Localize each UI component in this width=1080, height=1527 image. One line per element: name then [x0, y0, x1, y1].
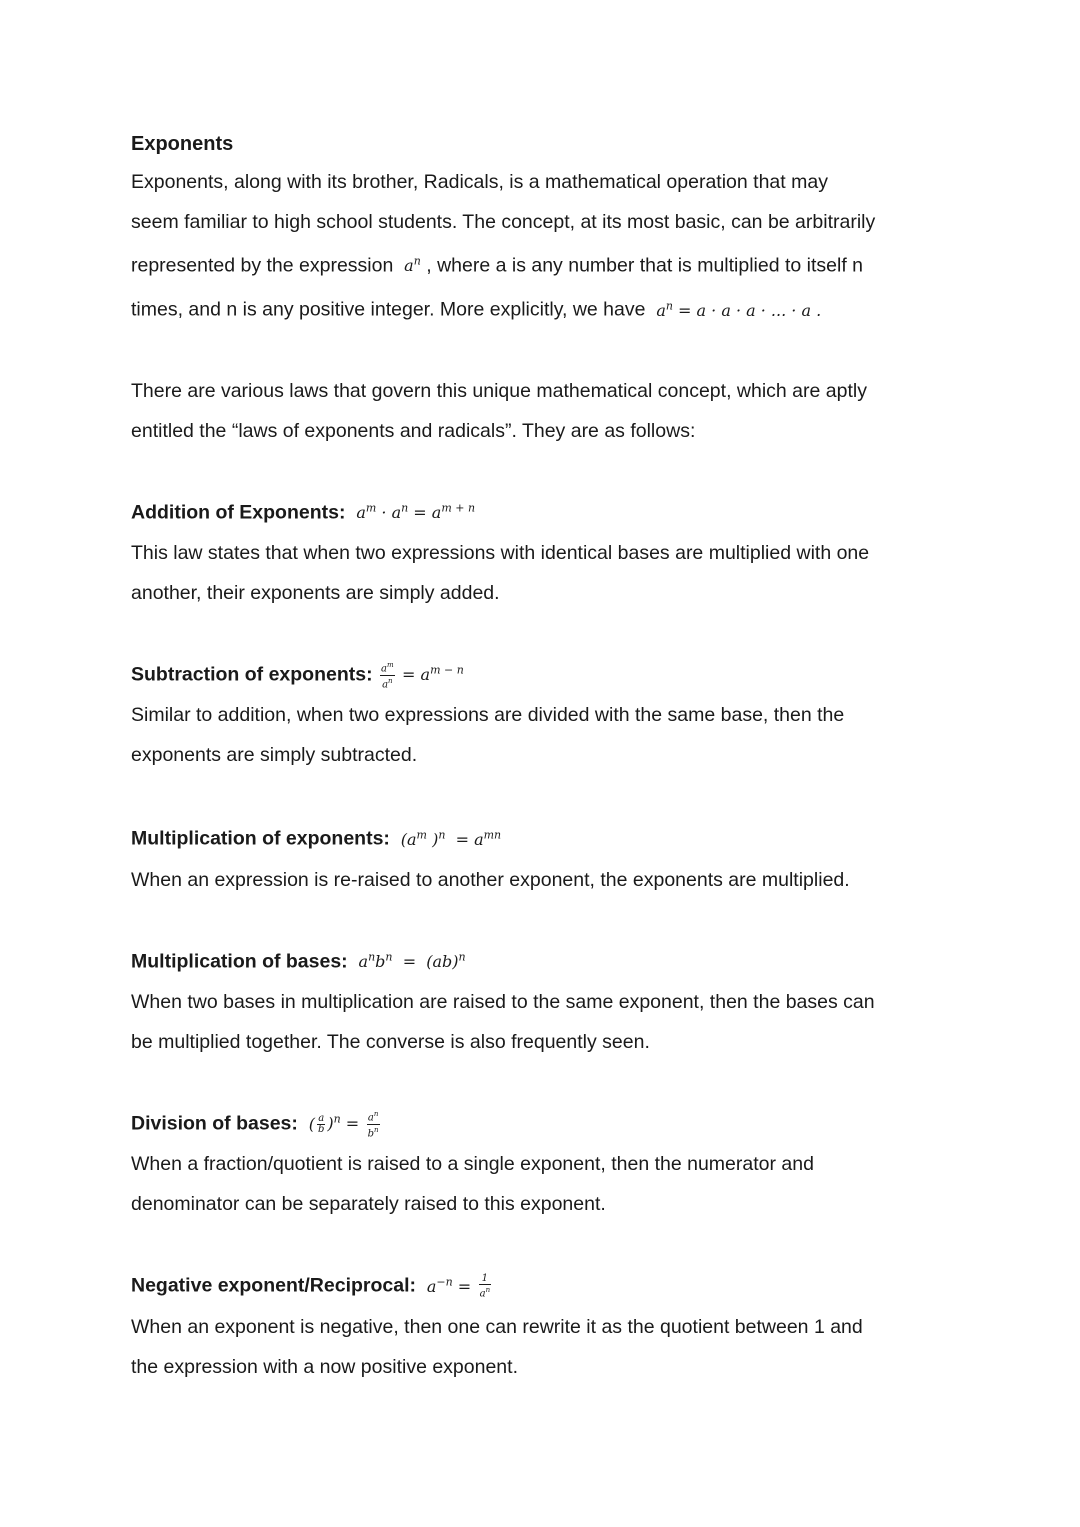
law-desc-multiplication-bases-1: When two bases in multiplication are raised to the same exponent, then the bases can [131, 990, 875, 1013]
law-desc-division-bases-2: denominator can be separately raised to this exponent. [131, 1193, 606, 1216]
law-desc-negative-exponent-1: When an exponent is negative, then one can rewrite it as the quotient between 1 and [131, 1315, 863, 1338]
law-heading-addition: Addition of Exponents: $a^m \cdot a^n = a^{m + n}$ [131, 500, 476, 523]
law-desc-division-bases-1: When a fraction/quotient is raised to a single exponent, then the numerator and [131, 1153, 814, 1176]
law-desc-multiplication-exponents-1: When an expression is re-raised to another exponent, the exponents are multiplied. [131, 868, 850, 891]
formula-addition: $a^m \cdot a^n = a^{m + n}$ [356, 501, 476, 522]
law-heading-multiplication-bases: Multiplication of bases: $a^nb^n = (ab)^n$ [131, 949, 466, 972]
law-desc-subtraction-1: Similar to addition, when two expressions are divided with the same base, then the [131, 704, 845, 727]
intro-line-2: seem familiar to high school students. The concept, at its most basic, can be arbitrarily [131, 211, 876, 233]
formula-negative-exponent: $a^{-n}$ = [426, 1275, 472, 1296]
intro-line-1: Exponents, along with its brother, Radicals, is a mathematical operation that may [131, 171, 828, 193]
laws-intro-line-2: entitled the “laws of exponents and radicals”. They are as follows: [131, 419, 696, 442]
law-desc-addition-2: another, their exponents are simply added. [131, 581, 500, 604]
law-desc-addition-1: This law states that when two expressions with identical bases are multiplied with one [131, 541, 870, 564]
law-desc-multiplication-bases-2: be multiplied together. The converse is also frequently seen. [131, 1030, 650, 1053]
law-desc-subtraction-2: exponents are simply subtracted. [131, 744, 418, 767]
formula-multiplication-bases: $a^nb^n = (ab)^n$ [358, 950, 466, 971]
law-heading-subtraction: Subtraction of exponents: $\frac{a^m}{a^n}$ = $a^{m - n}$ [131, 661, 464, 690]
intro-line-3: represented by the expression $a^n$ , where a is any number that is multiplied to itself n [131, 254, 864, 277]
expression-a-n: $a^n$ [404, 255, 421, 276]
fraction-subtraction: $\frac{a^m}{a^n}$ [381, 661, 394, 690]
intro-line-4: times, and n is any positive integer. More explicitly, we have $a^n = a \cdot a \cdot a$ · ... · a . [131, 298, 822, 321]
document-title: Exponents [131, 133, 234, 155]
expansion-formula: $a^n = a \cdot a \cdot a$ · ... · a . [656, 299, 822, 320]
law-heading-multiplication-exponents: Multiplication of exponents: ($a^m$ )$^n = a^{mn}$ [131, 827, 502, 850]
document-page [131, 126, 949, 1387]
fraction-division-lhs: $\frac{a}{b}$ [317, 1112, 325, 1135]
law-heading-negative-exponent: Negative exponent/Reciprocal: $a^{-n}$ = $\frac{1}{a^n}$ [131, 1272, 491, 1300]
law-desc-negative-exponent-2: the expression with a now positive exponent. [131, 1355, 518, 1378]
law-heading-division-bases: Division of bases: ( $\frac{a}{b}$ )$^n$ = $\frac{a^n}{b^n}$ [131, 1110, 379, 1139]
laws-intro-line-1: There are various laws that govern this unique mathematical concept, which are aptly [131, 379, 867, 402]
formula-multiplication-exponents: ($a^m$ )$^n = a^{mn}$ [400, 828, 502, 849]
fraction-reciprocal: $\frac{1}{a^n}$ [479, 1272, 491, 1300]
fraction-division-rhs: $\frac{a^n}{b^n}$ [367, 1110, 379, 1139]
